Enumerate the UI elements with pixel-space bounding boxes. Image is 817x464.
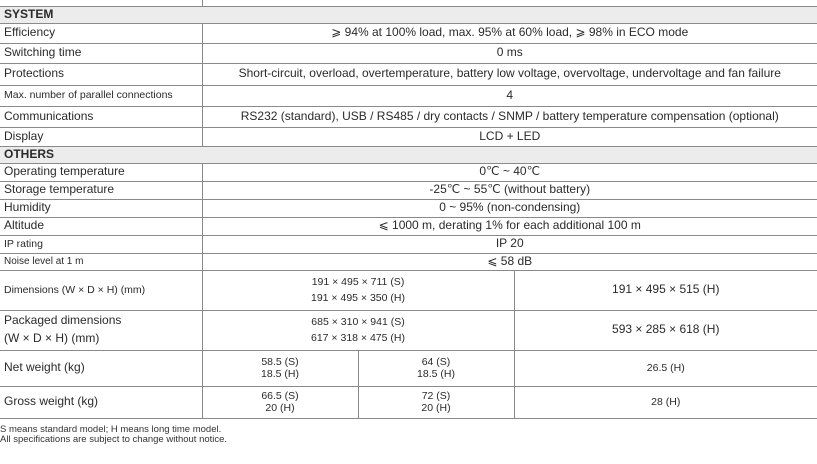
dimensions-row (0, 270, 817, 310)
row-value: ⩽ 58 dB (202, 253, 817, 270)
table-row (0, 127, 817, 146)
gross-weight-col2-h: 20 (H) (421, 402, 451, 414)
table-row (0, 253, 817, 270)
footnote: S means standard model; H means long time model. (0, 424, 222, 435)
table-row (0, 217, 817, 235)
table-row (0, 199, 817, 217)
packaged-label-2: (W × D × H) (mm) (4, 331, 100, 345)
row-label: Net weight (kg) (0, 350, 202, 386)
row-label: Humidity (0, 199, 202, 217)
gross-weight-row (0, 386, 817, 418)
row-value: LCD + LED (202, 127, 817, 146)
section-title: SYSTEM (0, 6, 817, 23)
table-row (0, 181, 817, 199)
packaged-label-1: Packaged dimensions (4, 313, 122, 328)
table-row (0, 163, 817, 181)
row-value: IP 20 (202, 235, 817, 253)
row-label: Altitude (0, 217, 202, 235)
section-header-others (0, 146, 817, 163)
net-weight-col2-s: 64 (S) (421, 355, 451, 368)
row-label: Max. number of parallel connections (0, 85, 202, 106)
row-value: ⩽ 1000 m, derating 1% for each additional 100 m (202, 217, 817, 235)
table-row (0, 85, 817, 106)
row-label (0, 310, 202, 350)
row-label: IP rating (0, 235, 202, 253)
row-label: Noise level at 1 m (0, 253, 202, 270)
row-value: ⩾ 94% at 100% load, max. 95% at 60% load, ⩾ 98% in ECO mode (202, 23, 817, 43)
packaged-h: 617 × 318 × 475 (H) (311, 332, 405, 344)
row-value: 0 ms (202, 43, 817, 63)
net-weight-col1-h: 18.5 (H) (261, 368, 299, 380)
row-label: Efficiency (0, 23, 202, 43)
section-header-system (0, 6, 817, 23)
row-label: Dimensions (W × D × H) (mm) (0, 270, 202, 310)
row-value: 4 (202, 85, 817, 106)
gross-weight-col2-s: 72 (S) (421, 389, 451, 402)
section-title: OTHERS (0, 146, 817, 163)
row-label: Operating temperature (0, 163, 202, 181)
packaged-right: 593 × 285 × 618 (H) (514, 310, 817, 350)
table-row (0, 106, 817, 127)
dimensions-h: 191 × 495 × 350 (H) (311, 292, 405, 304)
dimensions-right: 191 × 495 × 515 (H) (514, 270, 817, 310)
packaged-row (0, 310, 817, 350)
net-weight-col1-s: 58.5 (S) (261, 355, 299, 368)
row-value: 0℃ ~ 40℃ (202, 163, 817, 181)
row-value: RS232 (standard), USB / RS485 / dry contacts / SNMP / battery temperature compensation (optional) (202, 106, 817, 127)
row-label: Storage temperature (0, 181, 202, 199)
net-weight-row (0, 350, 817, 386)
packaged-left (202, 310, 514, 350)
gross-weight-col1-h: 20 (H) (265, 402, 295, 414)
row-label: Gross weight (kg) (0, 386, 202, 418)
row-label: Protections (0, 63, 202, 85)
dimensions-s: 191 × 495 × 711 (S) (311, 275, 405, 288)
table-row (0, 43, 817, 63)
net-weight-col2 (358, 350, 514, 386)
row-label: Communications (0, 106, 202, 127)
packaged-s: 685 × 310 × 941 (S) (311, 315, 405, 328)
net-weight-col2-h: 18.5 (H) (417, 368, 455, 380)
table-row (0, 23, 817, 43)
row-label: Switching time (0, 43, 202, 63)
row-label: Display (0, 127, 202, 146)
net-weight-col3: 26.5 (H) (514, 350, 817, 386)
gross-weight-col1-s: 66.5 (S) (261, 389, 299, 402)
gross-weight-col3: 28 (H) (514, 386, 817, 418)
footnote: All specifications are subject to change without notice. (0, 434, 228, 445)
row-value: Short-circuit, overload, overtemperature, battery low voltage, overvoltage, undervoltage and fan failure (202, 63, 817, 85)
table-row (0, 63, 817, 85)
gross-weight-col2 (358, 386, 514, 418)
net-weight-col1 (202, 350, 358, 386)
row-value: 0 ~ 95% (non-condensing) (202, 199, 817, 217)
dimensions-left (202, 270, 514, 310)
gross-weight-col1 (202, 386, 358, 418)
table-row (0, 235, 817, 253)
footnotes (0, 425, 227, 445)
row-value: -25℃ ~ 55℃ (without battery) (202, 181, 817, 199)
